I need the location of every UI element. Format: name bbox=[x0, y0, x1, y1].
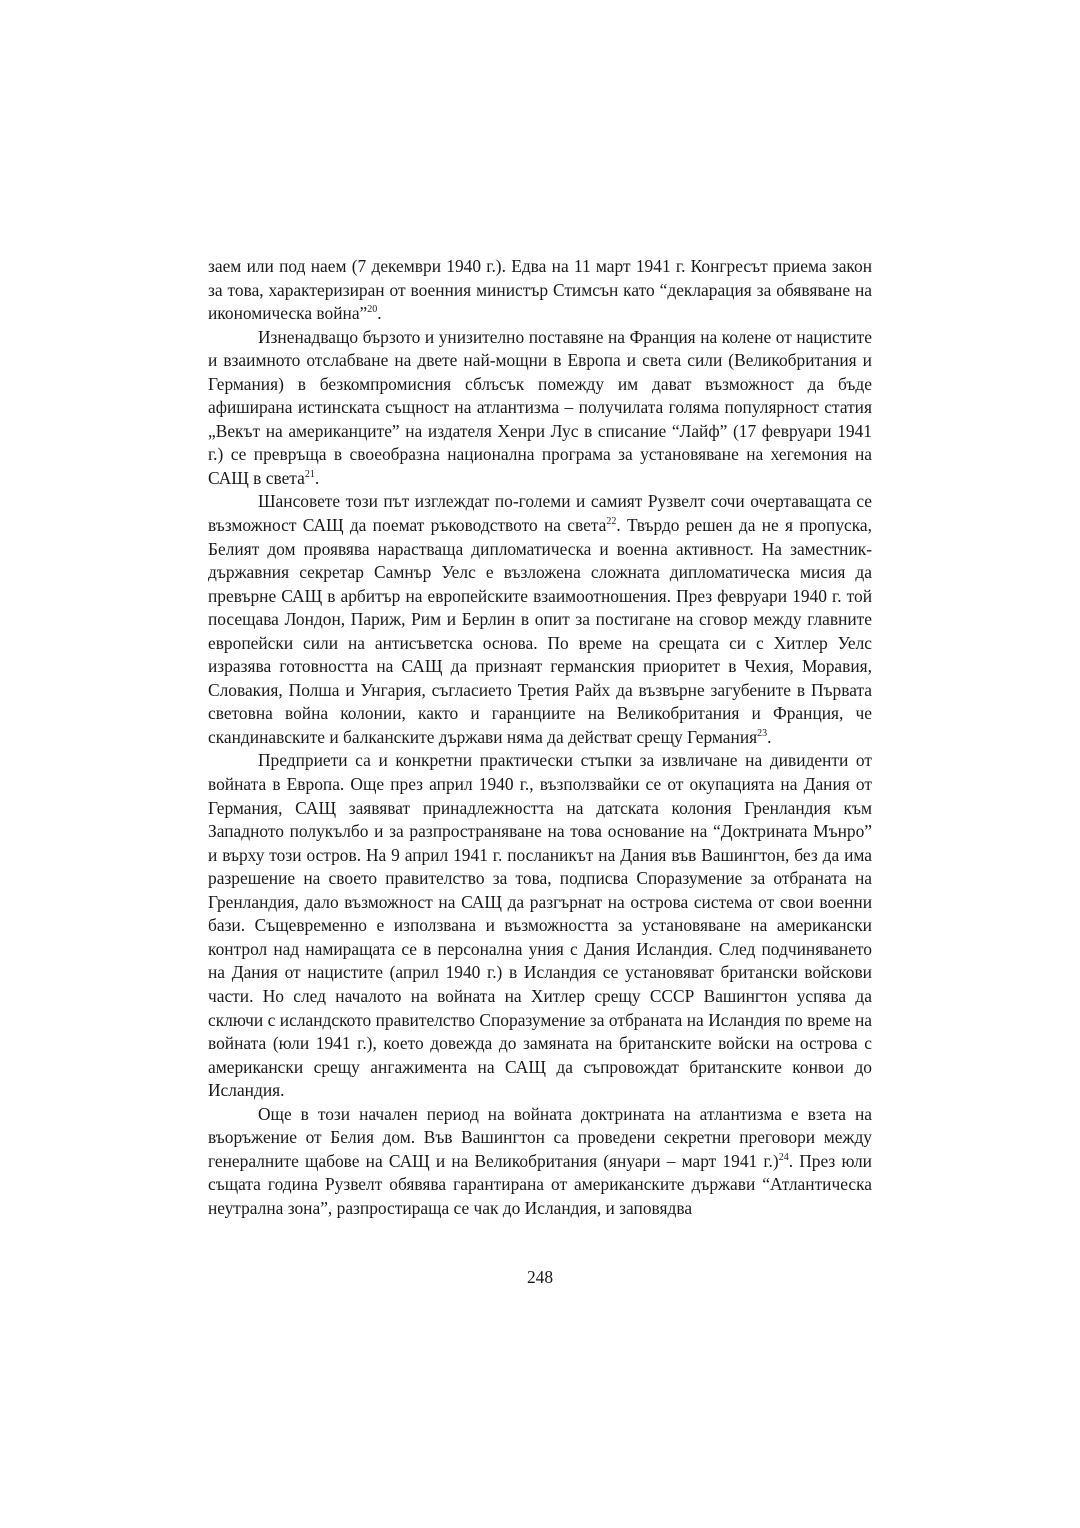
paragraph-3: Шансовете този път изглеждат по-големи и самият Рузвелт сочи очертаващата се възможност САЩ да поемат ръководството на света$^{22}$. Твърдо решен да не я пропуска, Белият дом проявява нарастваща дипломатическа и военна активност. На заместник-държавния секретар Самнър Уелс е възложена сложната дипломатическа мисия да превърне САЩ в арбитър на европейските взаимоотношения. През февруари 1940 г. той посещава Лондон, Париж, Рим и Берлин в опит за постигане на сговор между главните европейски сили на антисъветска основа. По време на срещата си с Хитлер Уелс изразява готовността на САЩ да признаят германския приоритет в Чехия, Моравия, Словакия, Полша и Унгария, съгласието Третия Райх да възвърне загубените в Първата световна война колонии, както и гаранциите на Великобритания и Франция, че скандинавските и балканските държави няма да действат срещу Германия$^{23}$. bbox=[208, 491, 872, 747]
footnote-ref-23: 23 bbox=[757, 728, 768, 740]
body-text bbox=[208, 255, 872, 1220]
footnote-ref-22: 22 bbox=[606, 516, 617, 528]
paragraph-5: Още в този начален период на войната доктрината на атлантизма е взета на въоръжение от Белия дом. Във Вашингтон са проведени секретни преговори между генералните щабове на САЩ и на Великобритания (януари – март 1941 г.)$^{24}$. През юли същата година Рузвелт обявява гарантирана от американските държави “Атлантическа неутрална зона”, разпростираща се чак до Исландия, и заповядва bbox=[208, 1103, 872, 1218]
footnote-ref-21: 21 bbox=[304, 469, 315, 481]
footnote-ref-24: 24 bbox=[778, 1151, 789, 1163]
page-number: 248 bbox=[526, 1267, 554, 1287]
footnote-ref-20: 20 bbox=[367, 304, 378, 316]
paragraph-4: Предприети са и конкретни практически стъпки за извличане на дивиденти от войната в Европа. Още през април 1940 г., възползвайки се от окупацията на Дания от Германия, САЩ заявяват принадлежността на датската колония Гренландия към Западното полукълбо и за разпространяване на това основание на “Доктрината Мънро” и върху този остров. На 9 април 1941 г. посланикът на Дания във Вашингтон, без да има разрешение на своето правителство за това, подписва Споразумение за отбраната на Гренландия, дало възможност на САЩ да разгърнат на острова система от свои военни бази. Същевременно е използвана и възможността за установяване на американски контрол над намиращата се в персонална уния с Дания Исландия. След подчиняването на Дания от нацистите (април 1940 г.) в Исландия се установяват британски войскови части. Но след началото на войната на Хитлер срещу СССР Вашингтон успява да сключи с исландското правителство Споразумение за отбраната на Исландия по време на войната (юли 1941 г.), което довежда до замяната на британските войски на острова с американски срещу ангажимента на САЩ да съпровождат британските конвои до Исландия. bbox=[208, 750, 872, 1101]
paragraph-1: заем или под наем (7 декември 1940 г.). Едва на 11 март 1941 г. Конгресът приема закон за това, характеризиран от военния министър Стимсън като “декларация за обявяване на икономическа война”$^{20}$. bbox=[208, 256, 872, 324]
paragraph-2: Изненадващо бързото и унизително поставяне на Франция на колене от нацистите и взаимното отслабване на двете най-мощни в Европа и света сили (Великобритания и Германия) в безкомпромисния сблъсък помежду им дават възможност да бъде афиширана истинската същност на атлантизма – получилата голяма популярност статия „Векът на американците” на издателя Хенри Лус в списание “Лайф” (17 февруари 1941 г.) се превръща в своеобразна национална програма за установяване на хегемония на САЩ в света$^{21}$. bbox=[208, 326, 872, 488]
